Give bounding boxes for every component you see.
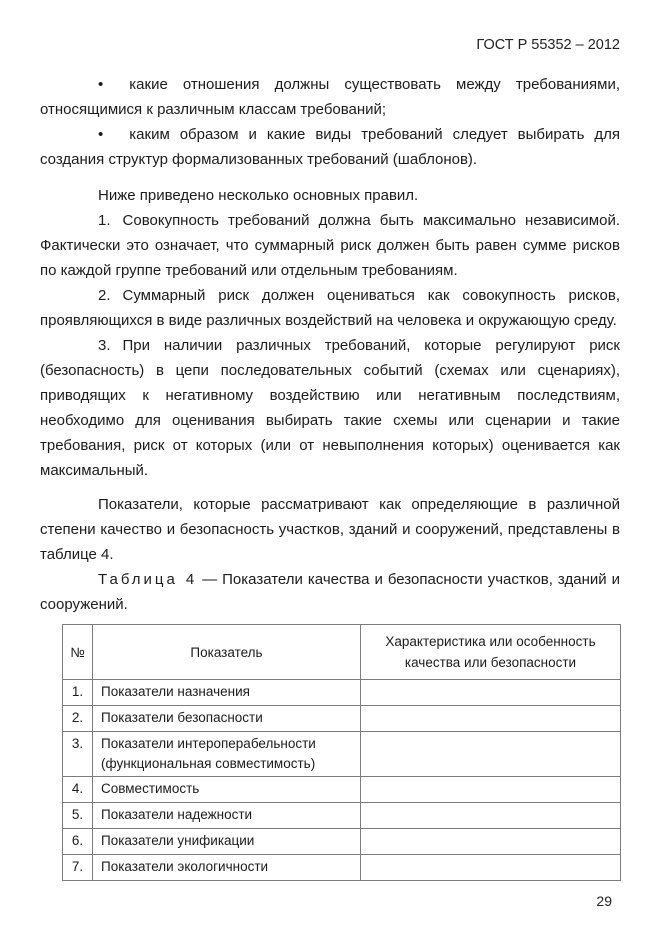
table-caption-label: Таблица 4 (98, 571, 198, 588)
rule-number: 2. (98, 287, 111, 304)
document-header (40, 36, 620, 54)
row-number: 4. (63, 777, 93, 803)
row-characteristic (361, 829, 621, 855)
intro-paragraph: Ниже приведено несколько основных правил. (98, 187, 419, 204)
row-number: 2. (63, 706, 93, 732)
bullet-item-relations (40, 72, 620, 122)
row-characteristic (361, 706, 621, 732)
row-number: 1. (63, 680, 93, 706)
bullet-text: каким образом и какие виды требований следует выбирать для создания структур формализованных требований (шаблонов). (40, 126, 620, 168)
row-number: 3. (63, 732, 93, 777)
rule-text: При наличии различных требований, которые регулируют риск (безопасность) в цепи последовательных событий (схемах или сценариях), приводящих к негативному воздействию или негативным последствиям, необходимо для оценивания выбирать такие схемы или сценарии и такие требования, риск от которых (или от невыполнения которых) оценивается как максимальный. (40, 337, 620, 479)
row-characteristic (361, 732, 621, 777)
bullet-icon: • (98, 76, 104, 93)
column-header-indicator: Показатель (93, 625, 361, 680)
rule-text: Совокупность требований должна быть максимально независимой. Фактически это означает, что суммарный риск должен быть равен сумме рисков по каждой группе требований или отдельным требованиям. (40, 212, 620, 279)
table-caption-text: — Показатели качества и безопасности участков, зданий и сооружений. (40, 571, 620, 613)
bullet-text: какие отношения должны существовать между требованиями, относящимися к различным классам требований; (40, 76, 620, 118)
rule-paragraph-2 (40, 283, 620, 333)
rule-number: 3. (98, 337, 111, 354)
row-indicator: Показатели безопасности (93, 706, 361, 732)
bullet-icon: • (98, 126, 104, 143)
table-row (63, 855, 621, 881)
rule-paragraph-1 (40, 208, 620, 283)
column-header-characteristic: Характеристика или особенность качества или безопасности (361, 625, 621, 680)
column-header-number: № (63, 625, 93, 680)
row-indicator: Показатели унификации (93, 829, 361, 855)
doc-code: ГОСТ Р 55352 – 2012 (476, 37, 620, 53)
row-number: 7. (63, 855, 93, 881)
row-characteristic (361, 777, 621, 803)
page-number: 29 (596, 893, 612, 909)
table-row (63, 680, 621, 706)
rule-paragraph-3 (40, 333, 620, 483)
row-indicator: Показатели экологичности (93, 855, 361, 881)
table-row (63, 732, 621, 777)
rule-text: Суммарный риск должен оцениваться как совокупность рисков, проявляющихся в виде различных воздействий на человека и окружающую среду. (40, 287, 620, 329)
bullet-item-selection (40, 122, 620, 172)
row-characteristic (361, 803, 621, 829)
row-indicator: Показатели надежности (93, 803, 361, 829)
row-characteristic (361, 855, 621, 881)
row-number: 5. (63, 803, 93, 829)
row-characteristic (361, 680, 621, 706)
rule-number: 1. (98, 212, 111, 229)
table-header-row (63, 625, 621, 680)
closing-paragraph: Показатели, которые рассматривают как определяющие в различной степени качество и безопасность участков, зданий и сооружений, представлены в таблице 4. (40, 496, 620, 563)
row-indicator: Показатели назначения (93, 680, 361, 706)
indicators-table (62, 624, 621, 881)
table-row (63, 829, 621, 855)
row-number: 6. (63, 829, 93, 855)
table-caption (40, 567, 620, 617)
table-row (63, 706, 621, 732)
row-indicator: Совместимость (93, 777, 361, 803)
table-row (63, 777, 621, 803)
table-row (63, 803, 621, 829)
row-indicator: Показатели интероперабельности (функциональная совместимость) (93, 732, 361, 777)
